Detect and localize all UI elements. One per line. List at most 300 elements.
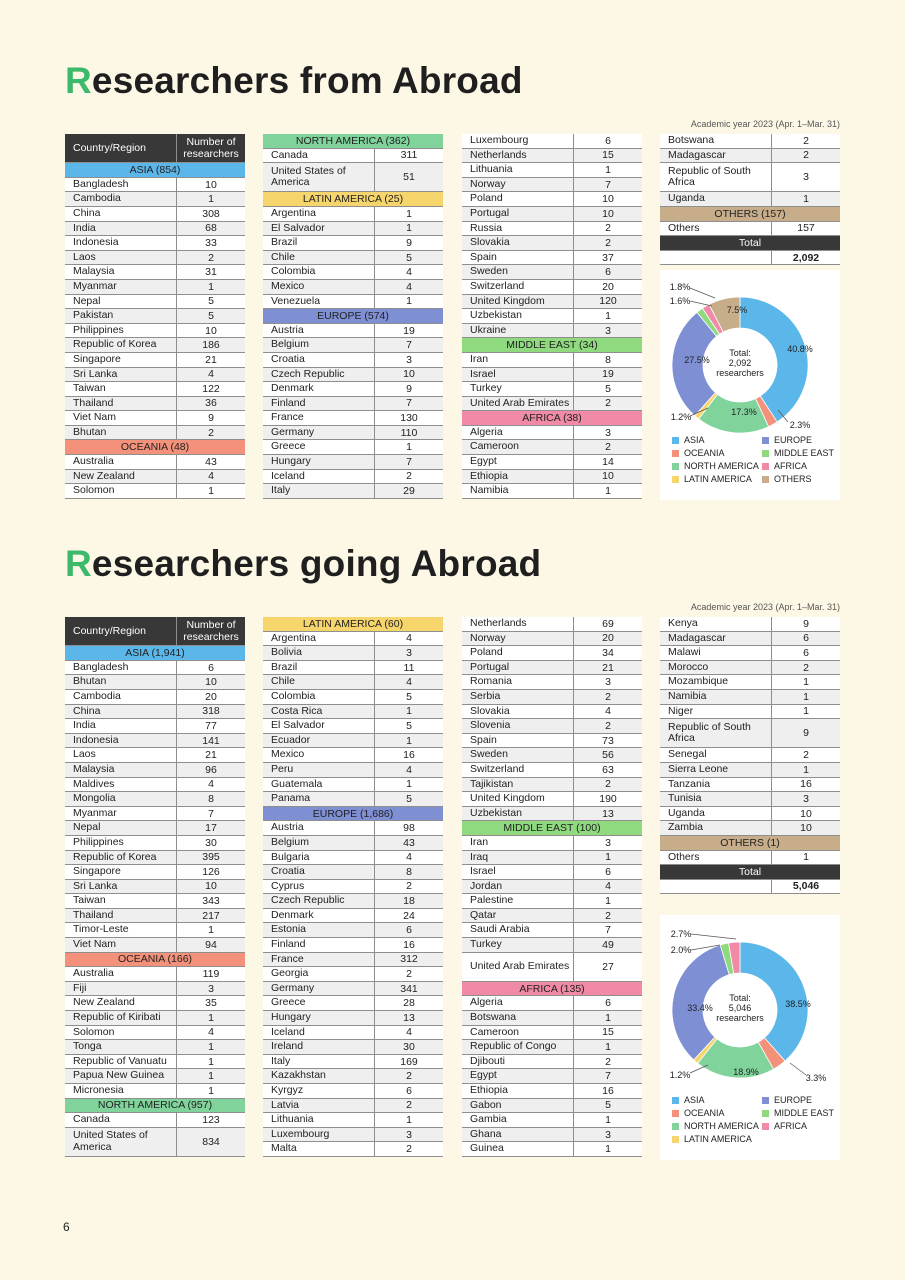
researcher-count: 20 [573, 632, 642, 646]
table-row [263, 836, 443, 851]
table-column-2 [263, 134, 443, 499]
table-row [462, 309, 642, 324]
researcher-count: 8 [176, 792, 245, 806]
table-row [65, 909, 245, 924]
researcher-count: 8 [374, 865, 443, 879]
legend-swatch [762, 1123, 769, 1130]
label-leader-line [690, 288, 715, 298]
table-row [65, 865, 245, 880]
table-row [263, 778, 443, 793]
country-name: Norway [470, 178, 506, 190]
country-name: Madagascar [668, 149, 726, 161]
table-row [263, 821, 443, 836]
researcher-count: 49 [573, 938, 642, 952]
researcher-count: 6 [573, 865, 642, 879]
researcher-count: 343 [176, 894, 245, 908]
table-row [660, 222, 840, 237]
researcher-count: 2 [573, 690, 642, 704]
table-row [263, 880, 443, 895]
region-header: ASIA (854) [65, 163, 245, 178]
table-row [462, 909, 642, 924]
researcher-count: 18 [374, 894, 443, 908]
country-name: Bangladesh [73, 661, 129, 673]
region-header: OTHERS (157) [660, 207, 840, 222]
table-row [263, 646, 443, 661]
researcher-count: 110 [374, 426, 443, 440]
table-row [462, 484, 642, 499]
table-row [462, 440, 642, 455]
researcher-count: 1 [573, 1142, 642, 1156]
researcher-count: 15 [573, 1026, 642, 1040]
region-header: EUROPE (1,686) [263, 807, 443, 822]
country-name: Colombia [271, 690, 316, 702]
country-name: Egypt [470, 1070, 497, 1082]
researcher-count: 5 [573, 1099, 642, 1113]
country-name: Ethiopia [470, 1085, 508, 1097]
table-row [263, 690, 443, 705]
researcher-count: 123 [176, 1113, 245, 1127]
country-name: Venezuela [271, 295, 321, 307]
country-name: Iran [470, 353, 489, 365]
header-number: Number of researchers [176, 134, 245, 162]
researcher-count: 16 [374, 748, 443, 762]
legend-swatch [762, 437, 769, 444]
section-title-from-abroad: Researchers from Abroad [65, 60, 523, 101]
table-column-4 [660, 134, 840, 265]
researcher-count: 4 [176, 470, 245, 484]
researcher-count: 11 [374, 661, 443, 675]
researcher-count: 3 [573, 1128, 642, 1142]
table-row [65, 222, 245, 237]
country-name: Sierra Leone [668, 763, 729, 775]
table-row [263, 411, 443, 426]
researcher-count: 1 [374, 1113, 443, 1127]
researcher-count: 4 [374, 632, 443, 646]
table-row [462, 192, 642, 207]
country-name: Luxembourg [271, 1128, 330, 1140]
table-row [263, 280, 443, 295]
country-name: Uganda [668, 193, 705, 205]
researcher-count: 4 [573, 880, 642, 894]
country-name: Ghana [470, 1128, 502, 1140]
researcher-count: 21 [176, 353, 245, 367]
table-row [462, 1113, 642, 1128]
country-name: Finland [271, 939, 306, 951]
country-name: Ethiopia [470, 470, 508, 482]
country-name: Germany [271, 982, 315, 994]
country-name: Solomon [73, 1026, 115, 1038]
table-row [462, 996, 642, 1011]
donut-center-text: Total: [729, 348, 751, 358]
researcher-count: 20 [176, 690, 245, 704]
table-row [462, 1055, 642, 1070]
country-name: Cameroon [470, 1026, 520, 1038]
legend-item-af [762, 461, 852, 471]
table-row [462, 1069, 642, 1084]
table-row [65, 309, 245, 324]
table-row [462, 470, 642, 485]
researcher-count: 5 [374, 792, 443, 806]
country-name: Sweden [470, 266, 508, 278]
table-row [263, 1084, 443, 1099]
researcher-count: 1 [176, 192, 245, 206]
researcher-count: 36 [176, 397, 245, 411]
table-row [65, 748, 245, 763]
table-row [263, 1113, 443, 1128]
country-name: Algeria [470, 426, 503, 438]
country-name: Gabon [470, 1099, 502, 1111]
table-row [660, 719, 840, 748]
researcher-count: 7 [573, 178, 642, 192]
country-name: Ecuador [271, 734, 311, 746]
table-row [263, 923, 443, 938]
table-row [462, 397, 642, 412]
legend-item-na [672, 461, 762, 471]
table-row [462, 236, 642, 251]
table-row [263, 265, 443, 280]
country-name: Austria [271, 822, 304, 834]
country-name: Pakistan [73, 310, 114, 322]
researcher-count: 834 [176, 1128, 245, 1156]
table-row [65, 836, 245, 851]
legend-label: MIDDLE EAST [774, 1108, 835, 1118]
region-header: NORTH AMERICA (957) [65, 1099, 245, 1114]
legend-item-me [762, 1108, 852, 1118]
country-name: Laos [73, 749, 96, 761]
table-column-1 [65, 617, 245, 1157]
country-name: United States of America [271, 165, 346, 189]
legend-label: NORTH AMERICA [684, 461, 759, 471]
data-label-la: 1.2% [669, 1070, 691, 1080]
country-name: Guatemala [271, 778, 323, 790]
researcher-count: 27 [573, 953, 642, 981]
table-row [263, 353, 443, 368]
country-name: Malta [271, 1143, 297, 1155]
country-name: Czech Republic [271, 368, 345, 380]
table-row [263, 236, 443, 251]
academic-year-note: Academic year 2023 (Apr. 1–Mar. 31) [690, 602, 840, 612]
data-label-ot: 7.5% [726, 305, 748, 315]
researcher-count: 1 [374, 222, 443, 236]
table-row [660, 632, 840, 647]
table-row [462, 149, 642, 164]
legend-label: LATIN AMERICA [684, 1134, 752, 1144]
country-name: Spain [470, 734, 497, 746]
table-row [263, 368, 443, 383]
table-row [65, 792, 245, 807]
researcher-count: 1 [176, 1084, 245, 1098]
data-label-eu: 33.4% [687, 1003, 713, 1013]
country-name: Cambodia [73, 690, 121, 702]
legend-swatch [762, 1110, 769, 1117]
table-row [462, 265, 642, 280]
researcher-count: 10 [573, 207, 642, 221]
table-row [65, 807, 245, 822]
country-name: Qatar [470, 909, 497, 921]
table-row [660, 763, 840, 778]
table-row [65, 236, 245, 251]
legend-swatch [672, 1097, 679, 1104]
table-row [263, 763, 443, 778]
researcher-count: 2 [573, 719, 642, 733]
country-name: Austria [271, 324, 304, 336]
donut-center-text: researchers [716, 368, 764, 378]
researcher-count: 7 [374, 338, 443, 352]
country-name: Argentina [271, 632, 316, 644]
data-label-asia: 40.8% [787, 344, 813, 354]
country-name: Belgium [271, 836, 309, 848]
region-header: MIDDLE EAST (34) [462, 338, 642, 353]
researcher-count: 34 [573, 646, 642, 660]
table-row [462, 617, 642, 632]
researcher-count: 2 [771, 134, 840, 148]
researcher-count: 2 [573, 222, 642, 236]
researcher-count: 2 [573, 440, 642, 454]
country-name: Iran [470, 836, 489, 848]
total-row [660, 251, 840, 266]
country-name: Fiji [73, 982, 87, 994]
researcher-count: 10 [573, 470, 642, 484]
legend-swatch [672, 1123, 679, 1130]
table-row [263, 705, 443, 720]
country-name: Switzerland [470, 763, 525, 775]
table-row [65, 880, 245, 895]
country-name: Indonesia [73, 734, 119, 746]
table-row [263, 734, 443, 749]
researcher-count: 1 [374, 778, 443, 792]
country-name: Iceland [271, 470, 305, 482]
researcher-count: 186 [176, 338, 245, 352]
legend-item-eu [762, 1095, 852, 1105]
researcher-count: 10 [771, 821, 840, 835]
researcher-count: 1 [374, 440, 443, 454]
researcher-count: 126 [176, 865, 245, 879]
researcher-count: 4 [374, 280, 443, 294]
table-row [263, 1128, 443, 1143]
researcher-count: 3 [374, 1128, 443, 1142]
researcher-count: 5 [573, 382, 642, 396]
table-row [462, 923, 642, 938]
country-name: Panama [271, 793, 311, 805]
table-row [660, 163, 840, 192]
table-row [462, 1040, 642, 1055]
researcher-count: 9 [374, 382, 443, 396]
country-name: Croatia [271, 353, 305, 365]
country-name: Finland [271, 397, 306, 409]
table-row [462, 705, 642, 720]
table-row [65, 338, 245, 353]
researcher-count: 96 [176, 763, 245, 777]
legend-label: ASIA [684, 435, 705, 445]
country-name: France [271, 412, 304, 424]
researcher-count: 94 [176, 938, 245, 952]
table-row [462, 632, 642, 647]
researcher-count: 7 [573, 1069, 642, 1083]
country-name: Russia [470, 222, 503, 234]
researcher-count: 10 [176, 675, 245, 689]
data-label-na: 17.3% [731, 407, 757, 417]
researcher-count: 217 [176, 909, 245, 923]
legend-swatch [762, 1097, 769, 1104]
country-name: El Salvador [271, 720, 325, 732]
data-label-oceania: 3.3% [805, 1073, 827, 1083]
country-name: Others [668, 222, 700, 234]
researcher-count: 1 [771, 851, 840, 865]
table-row [462, 178, 642, 193]
researcher-count: 1 [374, 705, 443, 719]
label-leader-line [790, 1063, 806, 1075]
legend-item-la [672, 1134, 762, 1144]
label-leader-line [690, 1065, 708, 1073]
researcher-count: 56 [573, 748, 642, 762]
researcher-count: 2 [176, 251, 245, 265]
country-name: Ukraine [470, 324, 507, 336]
table-row [462, 646, 642, 661]
table-row [65, 280, 245, 295]
table-row [65, 1026, 245, 1041]
researcher-count: 1 [573, 1011, 642, 1025]
chart-legend [660, 435, 840, 484]
country-name: United States of America [73, 1130, 148, 1153]
legend-item-na [672, 1121, 762, 1131]
researcher-count: 63 [573, 763, 642, 777]
table-row [263, 338, 443, 353]
researcher-count: 311 [374, 149, 443, 163]
researcher-count: 341 [374, 982, 443, 996]
country-name: Thailand [73, 909, 114, 921]
researcher-count: 1 [573, 309, 642, 323]
country-name: Philippines [73, 324, 124, 336]
table-row [462, 368, 642, 383]
region-header: NORTH AMERICA (362) [263, 134, 443, 149]
table-row [65, 982, 245, 997]
country-name: Sweden [470, 749, 508, 761]
table-row [65, 1128, 245, 1157]
table-row [462, 353, 642, 368]
total-spacer [660, 251, 771, 265]
donut-center-text: 5,046 [728, 1003, 752, 1013]
academic-year-note: Academic year 2023 (Apr. 1–Mar. 31) [690, 119, 840, 129]
researcher-count: 1 [176, 1040, 245, 1054]
country-name: Norway [470, 632, 506, 644]
researcher-count: 2 [374, 1099, 443, 1113]
country-name: Spain [470, 251, 497, 263]
table-row [660, 661, 840, 676]
country-name: Bhutan [73, 676, 107, 688]
researcher-count: 10 [176, 880, 245, 894]
researcher-count: 119 [176, 967, 245, 981]
researcher-count: 69 [573, 617, 642, 631]
legend-swatch [762, 450, 769, 457]
legend-item-la [672, 474, 762, 484]
country-name: Mexico [271, 280, 305, 292]
researcher-count: 7 [374, 397, 443, 411]
country-name: Georgia [271, 968, 309, 980]
table-row [462, 207, 642, 222]
data-label-asia: 38.5% [785, 999, 811, 1009]
researcher-count: 1 [573, 484, 642, 498]
researcher-count: 31 [176, 265, 245, 279]
researcher-count: 1 [573, 1040, 642, 1054]
table-row [65, 1040, 245, 1055]
region-header: ASIA (1,941) [65, 646, 245, 661]
country-name: India [73, 222, 96, 234]
researcher-count: 3 [374, 646, 443, 660]
table-row [462, 938, 642, 953]
country-name: Viet Nam [73, 412, 116, 424]
donut-center-text: Total: [729, 993, 751, 1003]
legend-label: MIDDLE EAST [774, 448, 835, 458]
country-name: Timor-Leste [73, 924, 129, 936]
researcher-count: 4 [176, 1026, 245, 1040]
researcher-count: 3 [573, 836, 642, 850]
donut-chart-going-abroad [660, 915, 840, 1160]
researcher-count: 73 [573, 734, 642, 748]
country-name: Estonia [271, 924, 307, 936]
researcher-count: 3 [573, 324, 642, 338]
table-row [462, 690, 642, 705]
country-name: Republic of Congo [470, 1041, 557, 1053]
table-row [263, 484, 443, 499]
researcher-count: 4 [374, 675, 443, 689]
table-header-row [65, 134, 245, 163]
table-row [660, 748, 840, 763]
researcher-count: 9 [771, 617, 840, 631]
data-label-me: 2.0% [670, 945, 692, 955]
table-row [65, 368, 245, 383]
country-name: Canada [271, 149, 308, 161]
researcher-count: 1 [374, 734, 443, 748]
country-name: Czech Republic [271, 895, 345, 907]
region-header: LATIN AMERICA (60) [263, 617, 443, 632]
researcher-count: 4 [573, 705, 642, 719]
country-name: Sri Lanka [73, 880, 118, 892]
table-row [263, 163, 443, 192]
researcher-count: 4 [374, 265, 443, 279]
table-row [462, 734, 642, 749]
table-row [660, 617, 840, 632]
researcher-count: 6 [771, 632, 840, 646]
table-row [263, 295, 443, 310]
table-column-1 [65, 134, 245, 499]
legend-label: AFRICA [774, 461, 808, 471]
table-row [462, 382, 642, 397]
researcher-count: 7 [176, 807, 245, 821]
researcher-count: 6 [374, 1084, 443, 1098]
researcher-count: 1 [374, 207, 443, 221]
legend-item-asia [672, 1095, 762, 1105]
country-name: Namibia [470, 485, 509, 497]
researcher-count: 1 [176, 1055, 245, 1069]
country-name: Namibia [668, 690, 707, 702]
country-name: Brazil [271, 237, 298, 249]
country-name: Morocco [668, 661, 709, 673]
country-name: Botswana [470, 1012, 517, 1024]
researcher-count: 1 [573, 1113, 642, 1127]
legend-label: OTHERS [774, 474, 812, 484]
researcher-count: 19 [573, 368, 642, 382]
researcher-count: 9 [176, 411, 245, 425]
researcher-count: 16 [771, 778, 840, 792]
section-title-going-abroad: Researchers going Abroad [65, 543, 542, 584]
region-header: OTHERS (1) [660, 836, 840, 851]
researcher-count: 98 [374, 821, 443, 835]
table-row [65, 734, 245, 749]
researcher-count: 24 [374, 909, 443, 923]
researcher-count: 29 [374, 484, 443, 498]
country-name: Israel [470, 368, 496, 380]
legend-label: NORTH AMERICA [684, 1121, 759, 1131]
